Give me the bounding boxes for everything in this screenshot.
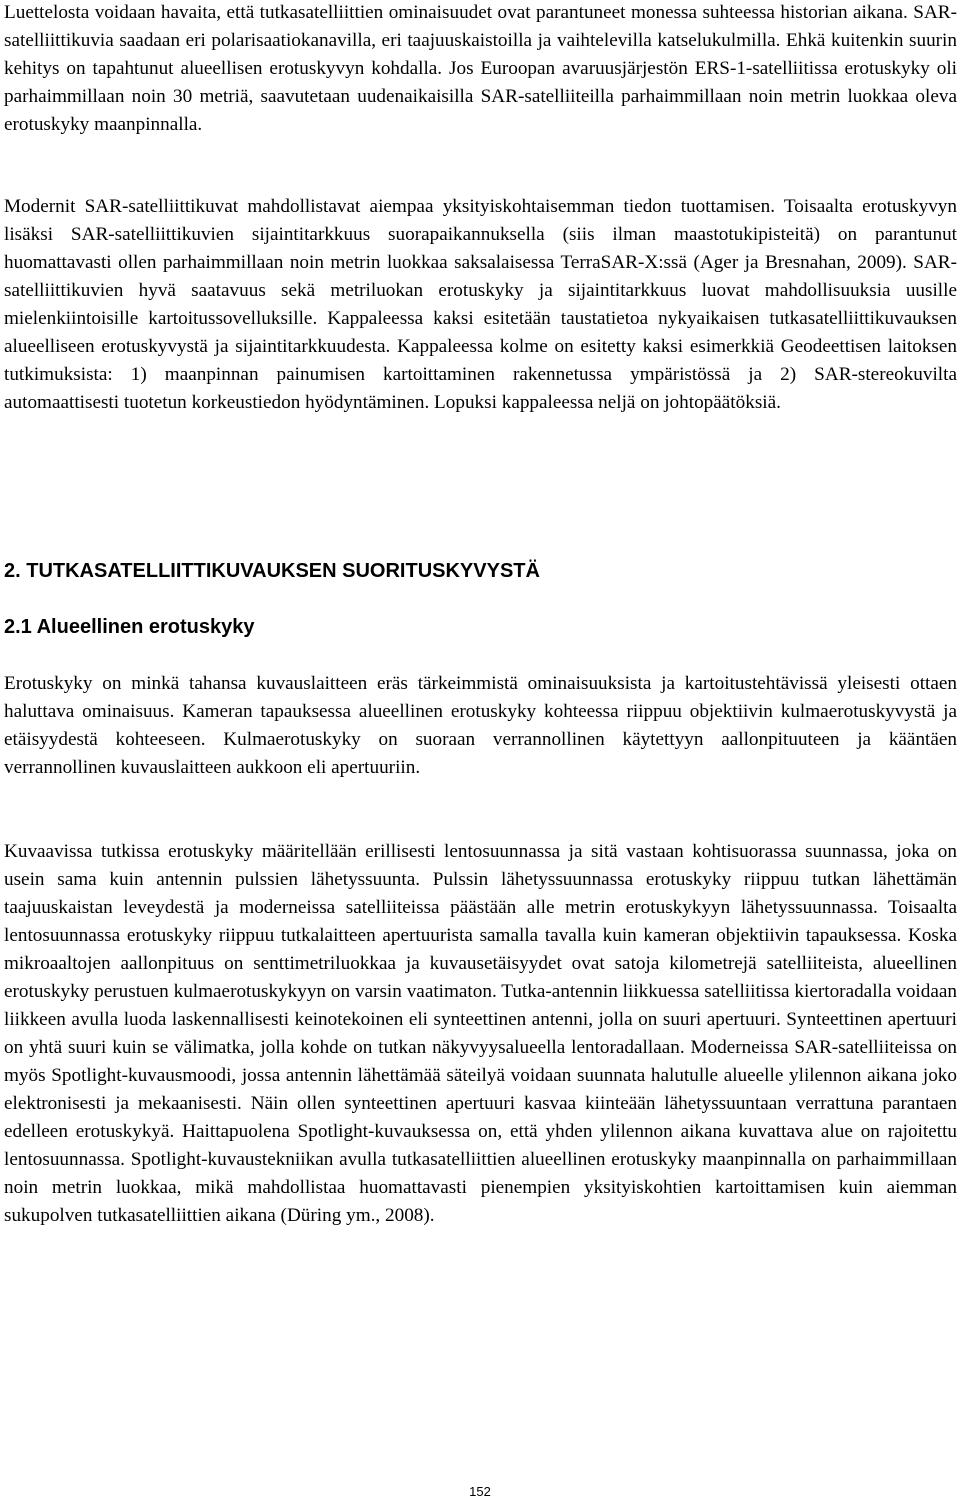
body-paragraph: Kuvaavissa tutkissa erotuskyky määritellään erillisesti lentosuunnassa ja sitä vastaan kohtisuorassa suunnassa, joka on usein sama kuin antennin pulssien lähetyssuunta. Pulssin lähetyssuunnassa erotuskyky riippuu tutkan lähettämän taajuuskaistan leveydestä ja moderneissa satelliiteissa päästään alle metrin erotuskykyyn lähetyssuunnassa. Toisaalta lentosuunnassa erotuskyky riippuu tutkalaitteen apertuurista samalla tavalla kuin kameran objektiivin tapauksessa. Koska mikroaaltojen aallonpituus on senttimetriluokkaa ja kuvausetäisyydet ovat satoja kilometrejä satelliiteista, alueellinen erotuskyky perustuen kulmaerotuskykyyn on varsin vaatimaton. Tutka-antennin liikkuessa satelliitissa kiertoradalla voidaan liikkeen avulla luoda laskennallisesti keinotekoinen eli synteettinen antenni, jolla on suuri apertuuri. Synteettinen apertuuri on yhtä suuri kuin se välimatka, jolla kohde on tutkan näkyvyysalueella lentoradallaan. Moderneissa SAR-satelliiteissa on myös Spotlight-kuvausmoodi, jossa antennin lähettämää säteilyä voidaan suunnata halutulle alueelle ylilennon aikana joko elektronisesti ja mekaanisesti. Näin ollen synteettinen apertuuri kasvaa kiinteään lähetyssuuntaan verrattuna parantaen edelleen erotuskykyä. Haittapuolena Spotlight-kuvauksessa on, että yhden ylilennon aikana kuvattava alue on rajoitettu lentosuunnassa. Spotlight-kuvaustekniikan avulla tutkasatelliittien alueellinen erotuskyky maanpinnalla on parhaimmillaan noin metrin luokkaa, mikä mahdollistaa huomattavasti pienempien yksityiskohtien kartoittamisen kuin aiemman sukupolven tutkasatelliittien aikana (Düring ym., 2008).	[4, 841, 957, 1226]
section-heading: 2. TUTKASATELLIITTIKUVAUKSEN SUORITUSKYVYSTÄ	[4, 560, 540, 582]
body-paragraph: Modernit SAR-satelliittikuvat mahdollistavat aiempaa yksityiskohtaisemman tiedon tuottamisen. Toisaalta erotuskyvyn lisäksi SAR-satelliittikuvien sijaintitarkkuus suorapaikannuksella (siis ilman maastotukipisteitä) on parantunut huomattavasti ollen parhaimmillaan noin metrin luokkaa saksalaisessa TerraSAR-X:ssä (Ager ja Bresnahan, 2009). SAR-satelliittikuvien hyvä saatavuus sekä metriluokan erotuskyky ja sijaintitarkkuus luovat mahdollisuuksia uusille mielenkiintoisille kartoitussovelluksille. Kappaleessa kaksi esitetään taustatietoa nykyaikaisen tutkasatelliittikuvauksen alueelliseen erotuskyvystä ja sijaintitarkkuudesta. Kappaleessa kolme on esitetty kaksi esimerkkiä Geodeettisen laitoksen tutkimuksista: 1) maanpinnan painumisen kartoittaminen rakennetussa ympäristössä ja 2) SAR-stereokuvilta automaattisesti tuotetun korkeustiedon hyödyntäminen. Lopuksi kappaleessa neljä on johtopäätöksiä.	[4, 196, 957, 413]
page-number: 152	[469, 1484, 491, 1499]
subsection-heading: 2.1 Alueellinen erotuskyky	[4, 616, 255, 638]
body-paragraph: Erotuskyky on minkä tahansa kuvauslaitteen eräs tärkeimmistä ominaisuuksista ja kartoitustehtävissä yleisesti ottaen haluttava ominaisuus. Kameran tapauksessa alueellinen erotuskyky kohteessa riippuu objektiivin kulmaerotuskyvystä ja etäisyydestä kohteeseen. Kulmaerotuskyky on suoraan verrannollinen käytettyyn aallonpituuteen ja kääntäen verrannollinen kuvauslaitteen aukkoon eli apertuuriin.	[4, 673, 957, 778]
body-paragraph: Luettelosta voidaan havaita, että tutkasatelliittien ominaisuudet ovat parantuneet monessa suhteessa historian aikana. SAR-satelliittikuvia saadaan eri polarisaatiokanavilla, eri taajuuskaistoilla ja vaihtelevilla katselukulmilla. Ehkä kuitenkin suurin kehitys on tapahtunut alueellisen erotuskyvyn kohdalla. Jos Euroopan avaruusjärjestön ERS-1-satelliitissa erotuskyky oli parhaimmillaan noin 30 metriä, saavutetaan uudenaikaisilla SAR-satelliiteilla parhaimmillaan noin metrin luokkaa oleva erotuskyky maanpinnalla.	[4, 2, 957, 135]
